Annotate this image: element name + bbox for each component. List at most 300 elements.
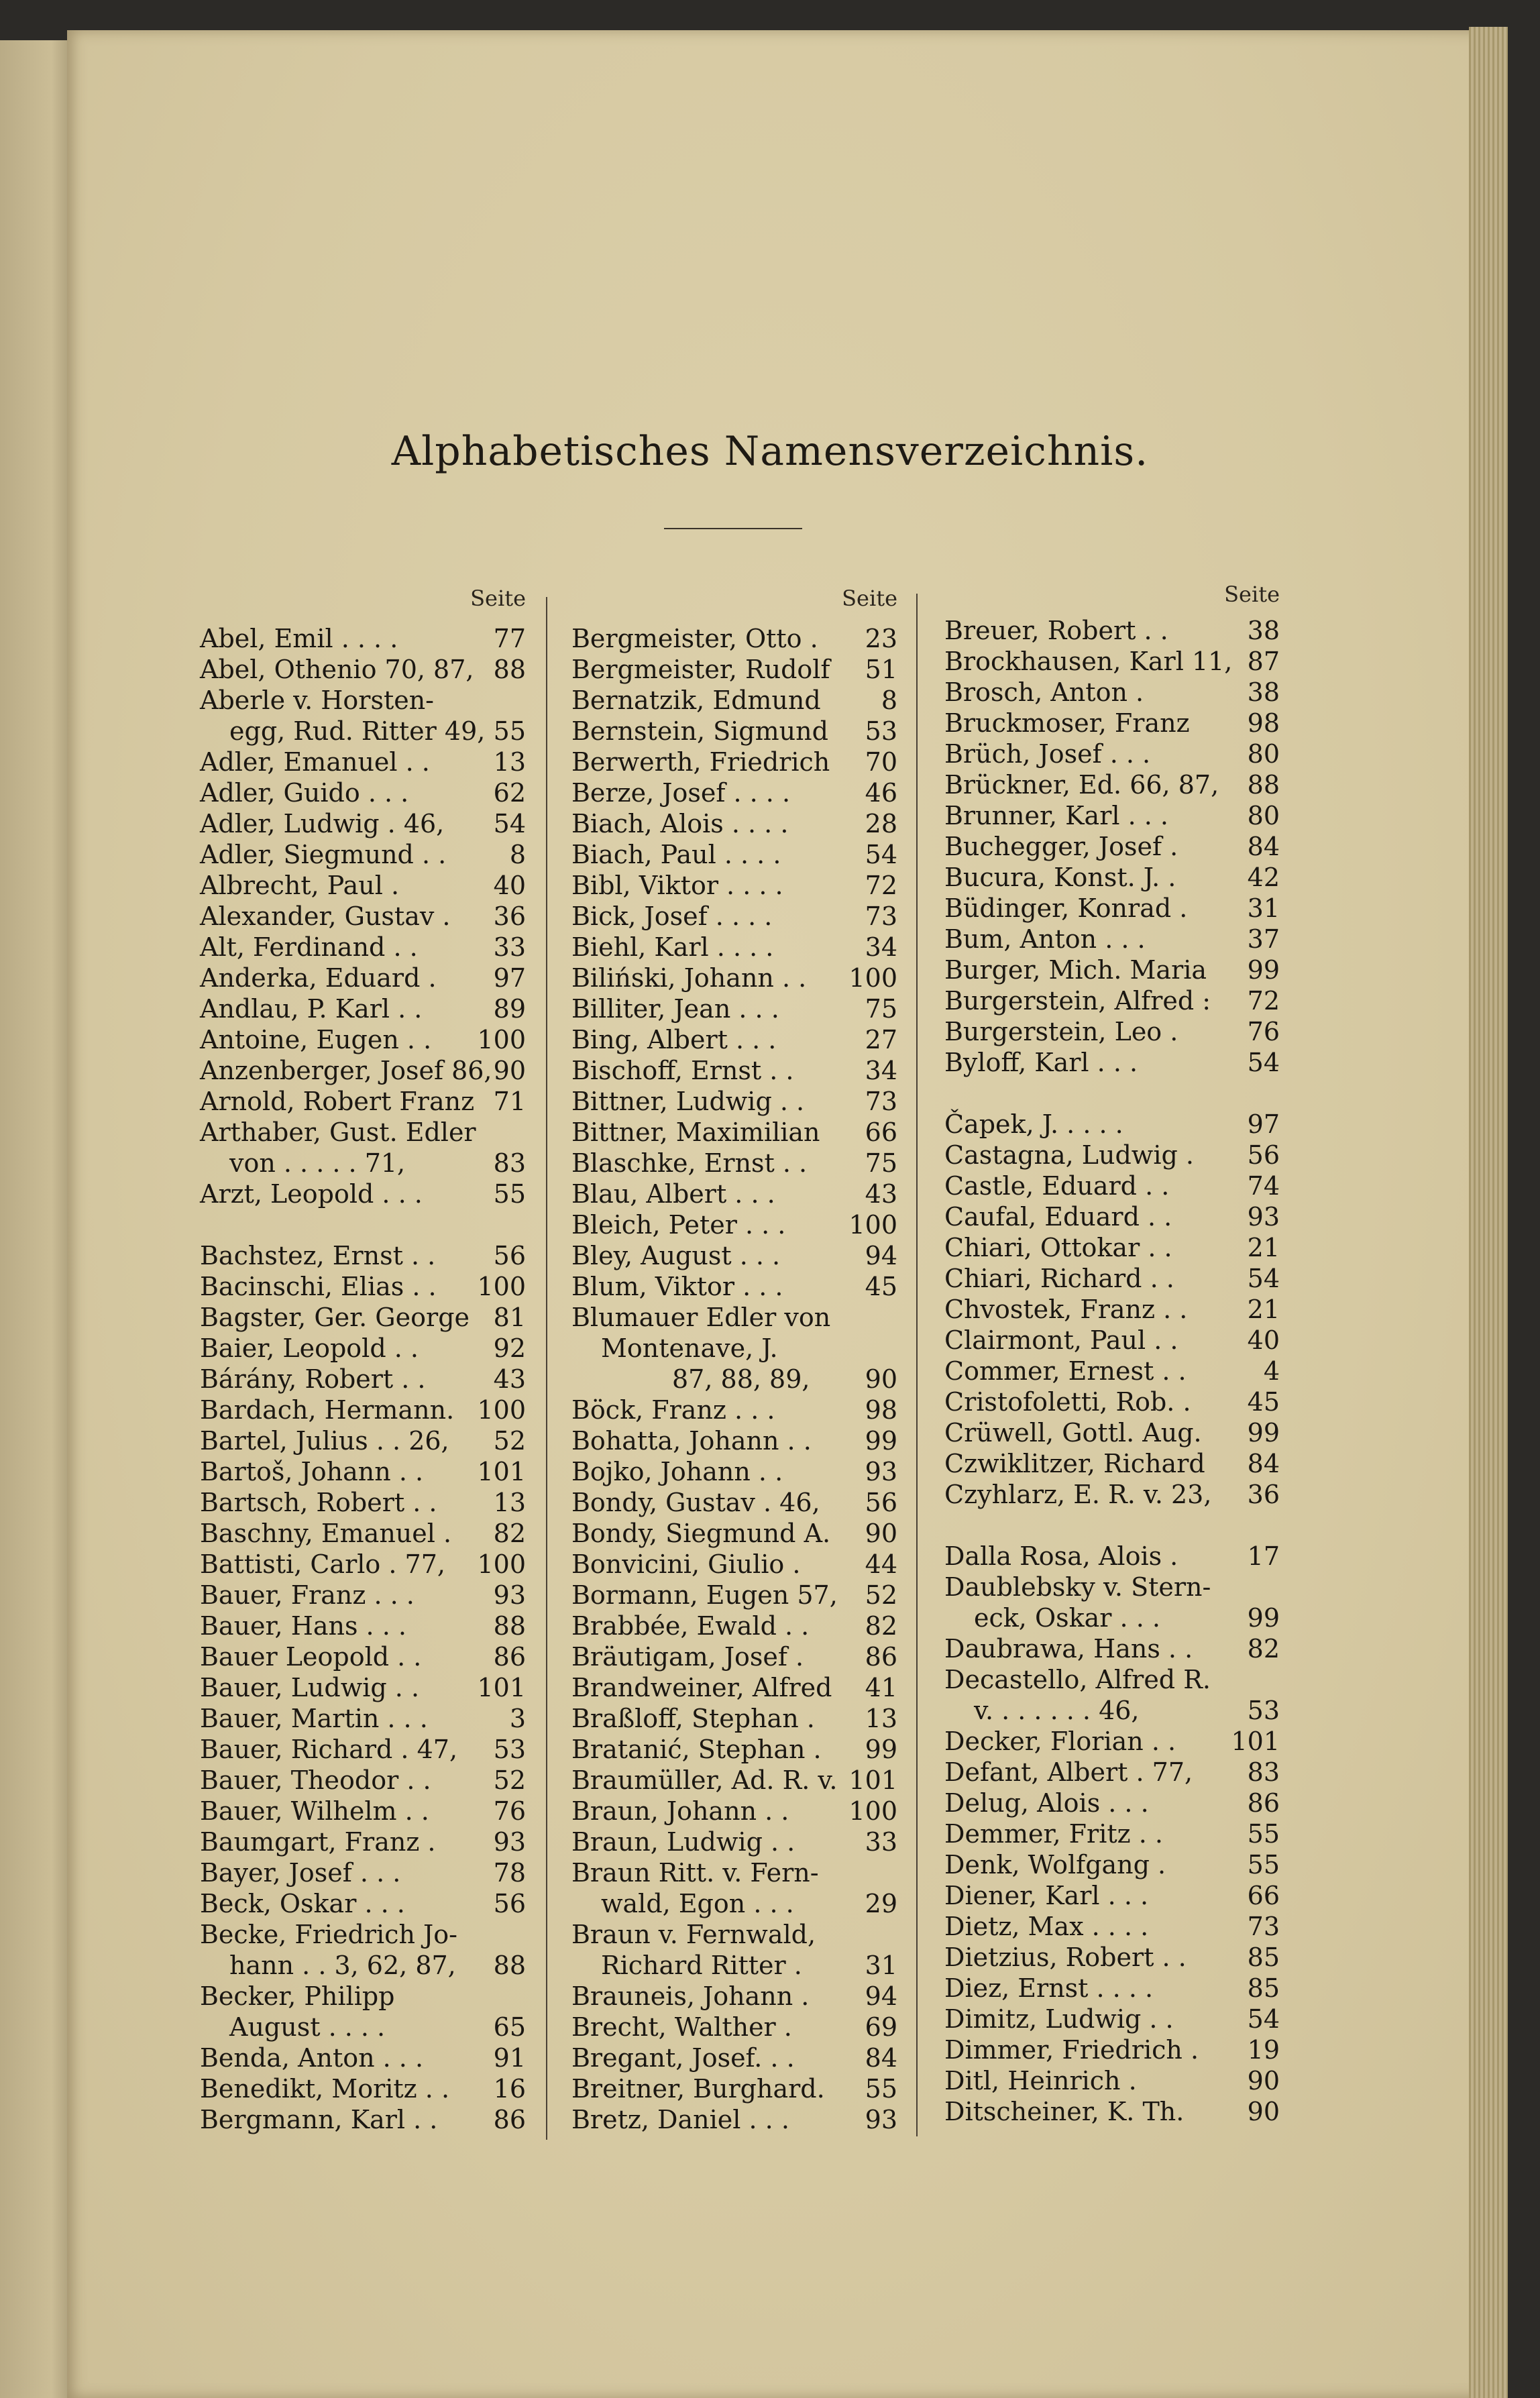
index-entry xyxy=(571,654,897,685)
entry-name: Castle, Eduard . . xyxy=(944,1171,1170,1201)
entry-name: Cristofoletti, Rob. . xyxy=(944,1387,1191,1417)
index-entry xyxy=(944,1788,1280,1818)
entry-page: 98 xyxy=(1247,708,1280,738)
index-entry xyxy=(200,1148,526,1179)
index-entry xyxy=(944,1170,1280,1201)
entry-page: 29 xyxy=(865,1889,897,1918)
entry-page: 72 xyxy=(865,871,897,900)
entry-page: 43 xyxy=(493,1364,526,1394)
entry-name: Commer, Ernest . . xyxy=(944,1356,1187,1386)
index-entry xyxy=(571,870,897,901)
entry-page: 81 xyxy=(493,1303,526,1332)
entry-page: 90 xyxy=(493,1056,526,1085)
entry-name: Blum, Viktor . . . xyxy=(571,1272,783,1301)
entry-name: Albrecht, Paul . xyxy=(200,871,400,900)
entry-name: Bacinschi, Elias . . xyxy=(200,1272,437,1301)
entry-name: Breuer, Robert . . xyxy=(944,616,1168,645)
entry-name: Becker, Philipp xyxy=(200,1981,395,2011)
entry-name: Bondy, Siegmund A. xyxy=(571,1519,831,1548)
index-entry xyxy=(944,2065,1280,2096)
entry-name: Bergmann, Karl . . xyxy=(200,2105,438,2134)
entry-name: Dimitz, Ludwig . . xyxy=(944,2004,1174,2034)
entry-name: hann . . 3, 62, 87, xyxy=(229,1951,456,1980)
index-entry xyxy=(944,1695,1280,1726)
entry-name: Daublebsky v. Stern- xyxy=(944,1572,1211,1602)
index-entry xyxy=(944,1479,1280,1510)
spacer xyxy=(944,1078,1280,1109)
index-entry xyxy=(571,1117,897,1148)
entry-page: 94 xyxy=(865,1241,897,1270)
index-entry xyxy=(200,1827,526,1857)
index-entry xyxy=(944,2004,1280,2034)
index-entry xyxy=(571,1888,897,1919)
entry-name: Antoine, Eugen . . xyxy=(200,1025,432,1054)
entry-name: Arzt, Leopold . . . xyxy=(200,1179,423,1209)
entry-name: Bauer, Wilhelm . . xyxy=(200,1796,429,1826)
entry-name: Delug, Alois . . . xyxy=(944,1788,1149,1818)
entry-page: 100 xyxy=(848,963,897,993)
index-entry xyxy=(571,2012,897,2042)
entry-page: 66 xyxy=(1247,1881,1280,1910)
index-entry xyxy=(571,1395,897,1425)
entry-page: 54 xyxy=(865,840,897,869)
entry-page: 84 xyxy=(1247,1449,1280,1478)
entry-name: Chvostek, Franz . . xyxy=(944,1295,1188,1324)
entry-page: 33 xyxy=(865,1827,897,1857)
entry-page: 86 xyxy=(493,1642,526,1672)
entry-name: Decastello, Alfred R. xyxy=(944,1665,1211,1694)
entry-page: 94 xyxy=(865,1981,897,2011)
index-entry xyxy=(571,1796,897,1827)
entry-name: Bojko, Johann . . xyxy=(571,1457,783,1486)
entry-name: Bischoff, Ernst . . xyxy=(571,1056,794,1085)
index-entry xyxy=(200,716,526,747)
entry-name: Daubrawa, Hans . . xyxy=(944,1634,1193,1664)
entry-name: Braun v. Fernwald, xyxy=(571,1920,816,1949)
entry-name: Blaschke, Ernst . . xyxy=(571,1148,808,1178)
index-entry xyxy=(944,924,1280,955)
index-entry xyxy=(944,615,1280,646)
entry-name: Brückner, Ed. 66, 87, xyxy=(944,770,1219,800)
entry-name: Andlau, P. Karl . . xyxy=(200,994,423,1024)
index-entry xyxy=(200,1117,526,1148)
entry-name: Billiter, Jean . . . xyxy=(571,994,779,1024)
seite-header: Seite xyxy=(842,586,897,611)
entry-page: 28 xyxy=(865,809,897,838)
entry-page: 45 xyxy=(865,1272,897,1301)
entry-name: Braßloff, Stephan . xyxy=(571,1704,815,1733)
entry-name: Becke, Friedrich Jo- xyxy=(200,1920,457,1949)
entry-name: eck, Oskar . . . xyxy=(974,1603,1160,1633)
index-entry xyxy=(200,777,526,808)
entry-name: Bruckmoser, Franz xyxy=(944,708,1190,738)
entry-name: Arnold, Robert Franz xyxy=(200,1087,475,1116)
entry-name: Burgerstein, Alfred : xyxy=(944,986,1211,1016)
entry-name: Dimmer, Friedrich . xyxy=(944,2035,1199,2065)
entry-page: 55 xyxy=(865,2074,897,2104)
index-entry xyxy=(944,1263,1280,1294)
entry-page: 93 xyxy=(865,1457,897,1486)
entry-name: Crüwell, Gottl. Aug. xyxy=(944,1418,1202,1448)
entry-page: 99 xyxy=(1247,1418,1280,1448)
index-entry xyxy=(944,1973,1280,2004)
index-entry xyxy=(944,2034,1280,2065)
index-entry xyxy=(571,1981,897,2012)
index-entry xyxy=(944,1911,1280,1942)
entry-page: 19 xyxy=(1247,2035,1280,2065)
entry-page: 56 xyxy=(865,1488,897,1517)
index-entry xyxy=(571,1672,897,1703)
entry-name: Dietzius, Robert . . xyxy=(944,1943,1187,1972)
entry-name: Biach, Paul . . . . xyxy=(571,840,781,869)
entry-name: Abel, Othenio 70, 87, xyxy=(200,655,474,684)
entry-page: 73 xyxy=(1247,1912,1280,1941)
entry-name: Demmer, Fritz . . xyxy=(944,1819,1163,1849)
entry-page: 72 xyxy=(1247,986,1280,1016)
entry-name: Bibl, Viktor . . . . xyxy=(571,871,783,900)
entry-name: Breitner, Burghard. xyxy=(571,2074,825,2104)
entry-page: 54 xyxy=(1247,2004,1280,2034)
entry-name: Castagna, Ludwig . xyxy=(944,1140,1194,1170)
index-entry xyxy=(571,1425,897,1456)
entry-name: Brosch, Anton . xyxy=(944,677,1144,707)
entry-page: 90 xyxy=(865,1519,897,1548)
index-entry xyxy=(571,1240,897,1271)
index-entry xyxy=(571,1611,897,1641)
index-entry xyxy=(944,985,1280,1016)
index-entry xyxy=(571,932,897,963)
entry-page: 53 xyxy=(493,1735,526,1764)
index-entry xyxy=(944,831,1280,862)
index-entry xyxy=(571,1271,897,1302)
index-entry xyxy=(944,1880,1280,1911)
entry-name: Benedikt, Moritz . . xyxy=(200,2074,450,2104)
index-entry xyxy=(944,1726,1280,1757)
entry-name: Bauer, Ludwig . . xyxy=(200,1673,420,1702)
entry-list xyxy=(944,615,1280,2127)
entry-page: 31 xyxy=(865,1951,897,1980)
index-entry xyxy=(200,839,526,870)
entry-page: 99 xyxy=(1247,1603,1280,1633)
entry-name: Bauer Leopold . . xyxy=(200,1642,422,1672)
entry-page: 55 xyxy=(493,716,526,746)
entry-page: 55 xyxy=(493,1179,526,1209)
entry-name: Braun, Ludwig . . xyxy=(571,1827,795,1857)
entry-page: 38 xyxy=(1247,677,1280,707)
entry-name: Adler, Guido . . . xyxy=(200,778,409,808)
entry-page: 69 xyxy=(865,2012,897,2042)
entry-name: Bauer, Martin . . . xyxy=(200,1704,428,1733)
entry-page: 43 xyxy=(865,1179,897,1209)
entry-name: von . . . . . 71, xyxy=(229,1148,406,1178)
entry-page: 73 xyxy=(865,902,897,931)
entry-name: Chiari, Richard . . xyxy=(944,1264,1174,1293)
entry-name: August . . . . xyxy=(229,2012,386,2042)
index-entry xyxy=(200,747,526,777)
entry-page: 56 xyxy=(493,1241,526,1270)
entry-name: Bergmeister, Otto . xyxy=(571,624,818,653)
entry-page: 90 xyxy=(1247,2097,1280,2126)
page-stack-edge xyxy=(1469,27,1508,2398)
entry-page: 100 xyxy=(848,1796,897,1826)
index-entry xyxy=(200,2012,526,2042)
entry-name: Biach, Alois . . . . xyxy=(571,809,789,838)
entry-page: 97 xyxy=(1247,1109,1280,1139)
entry-name: Adler, Ludwig . 46, xyxy=(200,809,445,838)
facing-page-edge xyxy=(0,40,74,2398)
entry-page: 86 xyxy=(865,1642,897,1672)
entry-name: Brandweiner, Alfred xyxy=(571,1673,832,1702)
entry-page: 34 xyxy=(865,932,897,962)
index-entry xyxy=(200,654,526,685)
entry-page: 74 xyxy=(1247,1171,1280,1201)
entry-name: Bergmeister, Rudolf xyxy=(571,655,830,684)
index-entry xyxy=(200,1641,526,1672)
entry-page: 21 xyxy=(1247,1295,1280,1324)
entry-page: 101 xyxy=(1231,1727,1280,1756)
index-entry xyxy=(200,1611,526,1641)
entry-page: 73 xyxy=(865,1087,897,1116)
entry-name: Bley, August . . . xyxy=(571,1241,781,1270)
index-entry xyxy=(571,1734,897,1765)
entry-page: 82 xyxy=(493,1519,526,1548)
entry-name: Brauneis, Johann . xyxy=(571,1981,810,2011)
entry-page: 8 xyxy=(509,840,526,869)
entry-name: Baier, Leopold . . xyxy=(200,1333,419,1363)
index-entry xyxy=(944,1047,1280,1078)
entry-page: 101 xyxy=(477,1457,526,1486)
index-entry xyxy=(571,1580,897,1611)
entry-name: Böck, Franz . . . xyxy=(571,1395,775,1425)
entry-name: Brunner, Karl . . . xyxy=(944,801,1168,830)
entry-name: Ditl, Heinrich . xyxy=(944,2066,1137,2095)
index-entry xyxy=(571,993,897,1024)
index-entry xyxy=(571,1302,897,1333)
entry-name: Bonvicini, Giulio . xyxy=(571,1549,801,1579)
entry-page: 76 xyxy=(493,1796,526,1826)
entry-page: 53 xyxy=(1247,1696,1280,1725)
index-entry xyxy=(200,1796,526,1827)
entry-page: 53 xyxy=(865,716,897,746)
entry-name: Bartel, Julius . . 26, xyxy=(200,1426,449,1456)
entry-name: Bräutigam, Josef . xyxy=(571,1642,804,1672)
entry-page: 56 xyxy=(493,1889,526,1918)
entry-name: Bayer, Josef . . . xyxy=(200,1858,401,1888)
entry-name: Montenave, J. xyxy=(601,1333,778,1363)
entry-name: Alexander, Gustav . xyxy=(200,902,451,931)
index-entry xyxy=(200,1580,526,1611)
entry-page: 93 xyxy=(865,2105,897,2134)
entry-page: 87 xyxy=(1247,647,1280,676)
entry-page: 54 xyxy=(1247,1264,1280,1293)
entry-name: Bratanić, Stephan . xyxy=(571,1735,822,1764)
index-entry xyxy=(200,932,526,963)
entry-page: 51 xyxy=(865,655,897,684)
entry-page: 37 xyxy=(1247,924,1280,954)
index-entry xyxy=(571,2042,897,2073)
entry-name: Bernstein, Sigmund xyxy=(571,716,828,746)
entry-name: Bohatta, Johann . . xyxy=(571,1426,812,1456)
index-entry xyxy=(944,769,1280,800)
entry-name: Biehl, Karl . . . . xyxy=(571,932,774,962)
entry-page: 86 xyxy=(493,2105,526,2134)
entry-name: Bernatzik, Edmund xyxy=(571,686,821,715)
entry-name: Bittner, Maximilian xyxy=(571,1118,820,1147)
entry-page: 23 xyxy=(865,624,897,653)
index-entry xyxy=(200,2104,526,2135)
entry-name: Baumgart, Franz . xyxy=(200,1827,436,1857)
index-entry xyxy=(571,1086,897,1117)
entry-page: 85 xyxy=(1247,1973,1280,2003)
entry-name: Bartsch, Robert . . xyxy=(200,1488,437,1517)
entry-name: Bondy, Gustav . 46, xyxy=(571,1488,820,1517)
entry-name: egg, Rud. Ritter 49, xyxy=(229,716,486,746)
index-entry xyxy=(200,1919,526,1950)
seite-header: Seite xyxy=(1224,582,1280,607)
entry-name: Bick, Josef . . . . xyxy=(571,902,773,931)
index-entry xyxy=(200,1302,526,1333)
index-entry xyxy=(200,993,526,1024)
entry-page: 83 xyxy=(493,1148,526,1178)
index-entry xyxy=(944,1201,1280,1232)
index-entry xyxy=(200,1055,526,1086)
index-entry xyxy=(200,1734,526,1765)
entry-name: Richard Ritter . xyxy=(601,1951,802,1980)
entry-page: 62 xyxy=(493,778,526,808)
entry-name: Chiari, Ottokar . . xyxy=(944,1233,1172,1262)
entry-page: 36 xyxy=(1247,1480,1280,1509)
index-entry xyxy=(571,963,897,993)
index-entry xyxy=(200,1950,526,1981)
entry-name: wald, Egon . . . xyxy=(601,1889,794,1918)
entry-page: 90 xyxy=(1247,2066,1280,2095)
index-entry xyxy=(944,1109,1280,1140)
entry-name: Bagster, Ger. George xyxy=(200,1303,470,1332)
entry-page: 36 xyxy=(493,902,526,931)
entry-page: 13 xyxy=(493,747,526,777)
entry-list xyxy=(571,623,897,2135)
entry-page: 54 xyxy=(1247,1048,1280,1077)
entry-page: 80 xyxy=(1247,739,1280,769)
entry-name: Biliński, Johann . . xyxy=(571,963,807,993)
index-entry xyxy=(200,1765,526,1796)
index-entry xyxy=(200,901,526,932)
entry-page: 78 xyxy=(493,1858,526,1888)
index-entry xyxy=(571,839,897,870)
entry-name: Buchegger, Josef . xyxy=(944,832,1178,861)
entry-page: 55 xyxy=(1247,1819,1280,1849)
entry-page: 3 xyxy=(509,1704,526,1733)
index-entry xyxy=(944,1541,1280,1572)
index-entry xyxy=(571,1364,897,1395)
entry-page: 93 xyxy=(1247,1202,1280,1232)
entry-name: Czyhlarz, E. R. v. 23, xyxy=(944,1480,1212,1509)
index-entry xyxy=(944,1016,1280,1047)
entry-page: 52 xyxy=(493,1765,526,1795)
entry-page: 56 xyxy=(1247,1140,1280,1170)
index-entry xyxy=(571,1703,897,1734)
entry-page: 89 xyxy=(493,994,526,1024)
index-entry xyxy=(944,1386,1280,1417)
entry-name: Berwerth, Friedrich xyxy=(571,747,830,777)
title-divider xyxy=(664,528,802,529)
entry-name: Braun Ritt. v. Fern- xyxy=(571,1858,819,1888)
column-divider xyxy=(916,594,918,2136)
index-entry xyxy=(571,777,897,808)
entry-name: Brecht, Walther . xyxy=(571,2012,792,2042)
entry-name: Battisti, Carlo . 77, xyxy=(200,1549,445,1579)
entry-name: Bauer, Richard . 47, xyxy=(200,1735,458,1764)
index-entry xyxy=(200,1549,526,1580)
entry-page: 55 xyxy=(1247,1850,1280,1879)
entry-name: Aberle v. Horsten- xyxy=(200,686,435,715)
entry-name: Brüch, Josef . . . xyxy=(944,739,1151,769)
entry-name: Baschny, Emanuel . xyxy=(200,1519,452,1548)
index-entry xyxy=(200,808,526,839)
column-divider xyxy=(546,597,547,2140)
entry-name: Bachstez, Ernst . . xyxy=(200,1241,436,1270)
index-entry xyxy=(944,1232,1280,1263)
entry-page: 40 xyxy=(493,871,526,900)
entry-name: Bing, Albert . . . xyxy=(571,1025,777,1054)
index-entry xyxy=(571,901,897,932)
entry-page: 101 xyxy=(848,1765,897,1795)
entry-page: 100 xyxy=(477,1025,526,1054)
entry-name: Burgerstein, Leo . xyxy=(944,1017,1178,1046)
index-entry xyxy=(200,1086,526,1117)
entry-page: 101 xyxy=(477,1673,526,1702)
entry-page: 46 xyxy=(865,778,897,808)
entry-name: Bleich, Peter . . . xyxy=(571,1210,786,1240)
index-entry xyxy=(200,1024,526,1055)
entry-name: Denk, Wolfgang . xyxy=(944,1850,1166,1879)
entry-name: Bormann, Eugen 57, xyxy=(571,1580,838,1610)
index-entry xyxy=(944,1633,1280,1664)
entry-page: 40 xyxy=(1247,1325,1280,1355)
index-entry xyxy=(200,1425,526,1456)
entry-page: 80 xyxy=(1247,801,1280,830)
entry-page: 97 xyxy=(493,963,526,993)
entry-name: Diez, Ernst . . . . xyxy=(944,1973,1154,2003)
index-entry xyxy=(200,870,526,901)
index-entry xyxy=(200,1333,526,1364)
entry-name: Bum, Anton . . . xyxy=(944,924,1146,954)
entry-list xyxy=(200,623,526,2135)
index-entry xyxy=(944,800,1280,831)
entry-name: Clairmont, Paul . . xyxy=(944,1325,1178,1355)
index-entry xyxy=(571,623,897,654)
entry-name: Beck, Oskar . . . xyxy=(200,1889,405,1918)
entry-name: Bregant, Josef. . . xyxy=(571,2043,795,2073)
entry-page: 82 xyxy=(865,1611,897,1641)
entry-name: Braun, Johann . . xyxy=(571,1796,789,1826)
entry-name: Adler, Siegmund . . xyxy=(200,840,447,869)
index-entry xyxy=(571,1209,897,1240)
entry-page: 90 xyxy=(865,1364,897,1394)
entry-page: 13 xyxy=(865,1704,897,1733)
index-entry xyxy=(944,1572,1280,1602)
entry-page: 88 xyxy=(493,1611,526,1641)
entry-name: Defant, Albert . 77, xyxy=(944,1757,1193,1787)
index-entry xyxy=(944,1356,1280,1386)
seite-header: Seite xyxy=(470,586,526,611)
index-entry xyxy=(571,716,897,747)
entry-page: 71 xyxy=(493,1087,526,1116)
spacer xyxy=(200,1209,526,1240)
entry-page: 75 xyxy=(865,1148,897,1178)
index-entry xyxy=(200,1271,526,1302)
entry-name: Blau, Albert . . . xyxy=(571,1179,775,1209)
